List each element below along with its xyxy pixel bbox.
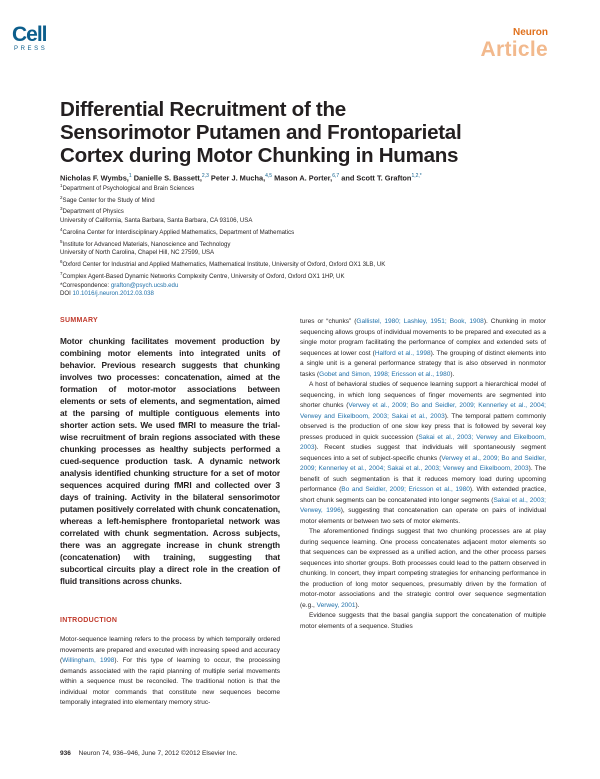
text-segment: Evidence suggests that the basal ganglia support the concatenation of multiple motor elements of a sequence. Studies [300, 612, 546, 630]
affiliations [60, 182, 580, 299]
journal-citation: Neuron 74, 936–946, June 7, 2012 ©2012 Elsevier Inc. [78, 750, 238, 757]
summary-heading: SUMMARY [60, 317, 99, 324]
citation-link[interactable]: Sakai et al., 2003; Verwey and Eikelboom, 2003 [300, 433, 546, 451]
correspondence-email[interactable]: grafton@psych.ucsb.edu [110, 281, 179, 289]
affiliation-line [60, 182, 580, 194]
affiliation-text: University of California, Santa Barbara, Santa Barbara, CA 93106, USA [60, 217, 253, 225]
affiliation-text: Carolina Center for Interdisciplinary Applied Mathematics, Department of Mathematics [62, 228, 295, 236]
affiliation-text: Oxford Center for Industrial and Applied Mathematics, Mathematical Institute, University of Oxford, Oxford OX1 3LB, UK [62, 261, 386, 269]
intro-paragraph-1 [60, 635, 280, 709]
author-name: and Scott T. Grafton [341, 173, 412, 183]
right-paragraph-2 [300, 380, 546, 527]
right-paragraph-3 [300, 527, 546, 611]
affiliation-marker: 6 [60, 259, 63, 265]
citation-link[interactable]: Sakai et al., 2003; Verwey, 1996 [300, 496, 546, 514]
affiliation-text: Complex Agent-Based Dynamic Networks Complexity Centre, University of Oxford, Oxford OX1 1HP, UK [62, 272, 345, 280]
affiliation-marker: 5 [60, 238, 63, 244]
text-segment: The aforementioned findings suggest that two chunking processes are at play during sequence learning. One process concatenates adjacent motor elements so that sequences can be expressed as a unified action, and the other process parses sequences into shorter groups. Both processes could lead to the pattern observed in chunking. In concert, they impart competing strategies for enhancing performance in the production of long motor sequences, presumably driven by the formation of motor-motor associations and the strategic control over sequence segmentation (e.g., [300, 528, 546, 609]
affiliation-line [60, 194, 580, 206]
logo-subtext: PRESS [14, 46, 48, 52]
logo-text: Cell [12, 23, 47, 46]
author-affiliation-marker: 6,7 [332, 173, 340, 179]
right-paragraph-4 [300, 611, 546, 632]
affiliation-marker: 3 [60, 206, 63, 212]
journal-name: Neuron [513, 27, 548, 38]
citation-link[interactable]: Verwey et al., 2009; Bo and Seidler, 2009; Kennerley et al., 2004; Sakai et al., 2003; Verwey and Eikelboom, 2003 [300, 454, 546, 472]
text-segment: ). [450, 370, 455, 378]
affiliation-line [60, 226, 580, 238]
affiliation-marker: 4 [60, 226, 63, 232]
page-footer [60, 750, 237, 757]
text-segment: ). For this type of learning to occur, the processing demands associated with the rapid planning of multiple serial movements within a sequence must be reconciled. The traditional notion is that the individual motor commands that constitute new sequences become temporally integrated into elementary memory struc- [60, 657, 281, 706]
right-paragraph-1 [300, 317, 546, 380]
citation-link[interactable]: Halford et al., 1998 [374, 349, 431, 357]
citation-link[interactable]: Verwey, 2001 [316, 601, 356, 609]
doi-link[interactable]: 10.1016/j.neuron.2012.03.038 [72, 290, 154, 298]
doi-label: DOI [60, 290, 71, 298]
citation-link[interactable]: Bo and Seidler, 2009; Ericsson et al., 1980 [341, 486, 470, 493]
author-name: Danielle S. Bassett, [133, 173, 202, 183]
affiliation-text: University of North Carolina, Chapel Hill, NC 27599, USA [60, 249, 215, 257]
affiliation-marker: 1 [60, 183, 63, 188]
correspondence-label: *Correspondence: [60, 281, 110, 289]
author-name: Mason A. Porter, [274, 173, 333, 183]
citation-link[interactable]: Gobet and Simon, 1998; Ericsson et al., 1980 [319, 370, 451, 378]
page-number: 936 [60, 750, 71, 757]
author-affiliation-marker: 1,2,* [411, 173, 422, 179]
citation-link[interactable]: Verwey et al., 2009; Bo and Seidler, 2009; Kennerley et al., 2004; Verwey and Eikelboom, 2003; Sakai et al., 2003 [300, 402, 546, 420]
cell-press-logo [12, 24, 58, 64]
introduction-heading: INTRODUCTION [60, 617, 118, 624]
affiliation-line [60, 205, 580, 217]
author-affiliation-marker: 1 [128, 173, 132, 179]
affiliation-text: Department of Physics [62, 208, 124, 216]
text-segment: Motor-sequence learning refers to the process by which temporally ordered movements are prepared and executed with increasing speed and accuracy ( [60, 636, 280, 664]
text-segment: ), suggesting that concatenation can operate on pairs of individual motor elements or between two sets of motor elements. [300, 507, 546, 525]
affiliation-text: Sage Center for the Study of Mind [62, 196, 155, 204]
author-name: Nicholas F. Wymbs, [60, 173, 129, 183]
text-segment: ). Recent studies suggest that individuals will spontaneously segment sequences into a set of subject-specific chunks ( [300, 444, 546, 462]
affiliation-line [60, 249, 580, 258]
text-segment: ). Chunking in motor sequencing allows groups of individual movements to be prepared and executed as a single motor program facilitating the performance of complex and extended sets of sequences at lower cost ( [300, 318, 546, 357]
text-segment: ). With extended practice, short chunk segments can be concatenated into longer segments ( [300, 486, 547, 504]
doi-line [60, 290, 580, 299]
author-name: Peter J. Mucha, [210, 173, 266, 183]
text-segment: ). The benefit of such segmentation is that it reduces memory load during upcoming performance ( [300, 465, 546, 493]
citation-link[interactable]: Willingham, 1998 [62, 657, 115, 664]
affiliation-marker: 2 [60, 194, 63, 200]
text-segment: ). The grouping of distinct elements into a single unit is a general performance strategy that is also observed in nonmotor tasks ( [300, 349, 546, 378]
correspondence-line [60, 282, 580, 291]
summary-text: Motor chunking facilitates movement production by combining motor elements into integrated units of behavior. Previous research suggests that chunking involves two processes: concatenation, aimed at the formation of motor-motor associations between elements or sets of elements, and segmentation, aimed at the parsing of multiple contiguous elements into shorter action sets. We used fMRI to measure the trial-wise recruitment of brain regions associated with these chunking processes as healthy subjects performed a cued-sequence production task. A dynamic network analysis identified chunking structure for a set of motor sequences acquired during fMRI and collected over 3 days of training. Activity in the bilateral sensorimotor putamen positively correlated with chunk concatenation, whereas a left-hemisphere frontoparietal network was correlated with chunk segmentation. Across subjects, there was an aggregate increase in chunk strength (concatenation) with training, suggesting that subcortical circuits play a direct role in the creation of fluid transitions across chunks. [60, 336, 280, 586]
affiliation-line [60, 258, 580, 270]
text-segment: ). The temporal pattern commonly observed is the production of one slow key press that is followed by several key presses produced in quick succession ( [300, 412, 547, 441]
affiliation-line [60, 270, 580, 282]
citation-link[interactable]: Gallistel, 1980; Lashley, 1951; Book, 1908 [356, 318, 484, 325]
author-list [60, 172, 580, 182]
article-title: Differential Recruitment of the Sensorimotor Putamen and Frontoparietal Cortex during Motor Chunking in Humans [60, 98, 462, 167]
right-column [300, 317, 546, 632]
affiliation-line [60, 217, 580, 226]
affiliation-text: Department of Psychological and Brain Sciences [62, 185, 195, 193]
author-affiliation-marker: 2,3 [201, 173, 209, 179]
affiliation-line [60, 238, 580, 250]
left-column [60, 317, 280, 709]
affiliation-list [60, 182, 580, 282]
text-segment: tures or “chunks” ( [300, 318, 357, 325]
affiliation-text: Institute for Advanced Materials, Nanoscience and Technology [62, 240, 231, 248]
affiliation-marker: 7 [60, 270, 63, 276]
article-type: Article [480, 38, 548, 61]
text-segment: A host of behavioral studies of sequence learning support a hierarchical model of sequencing, in which long sequences of finger movements are segmented into shorter chunks ( [300, 381, 546, 409]
text-segment: ). [355, 601, 360, 609]
author-affiliation-marker: 4,5 [265, 173, 273, 179]
